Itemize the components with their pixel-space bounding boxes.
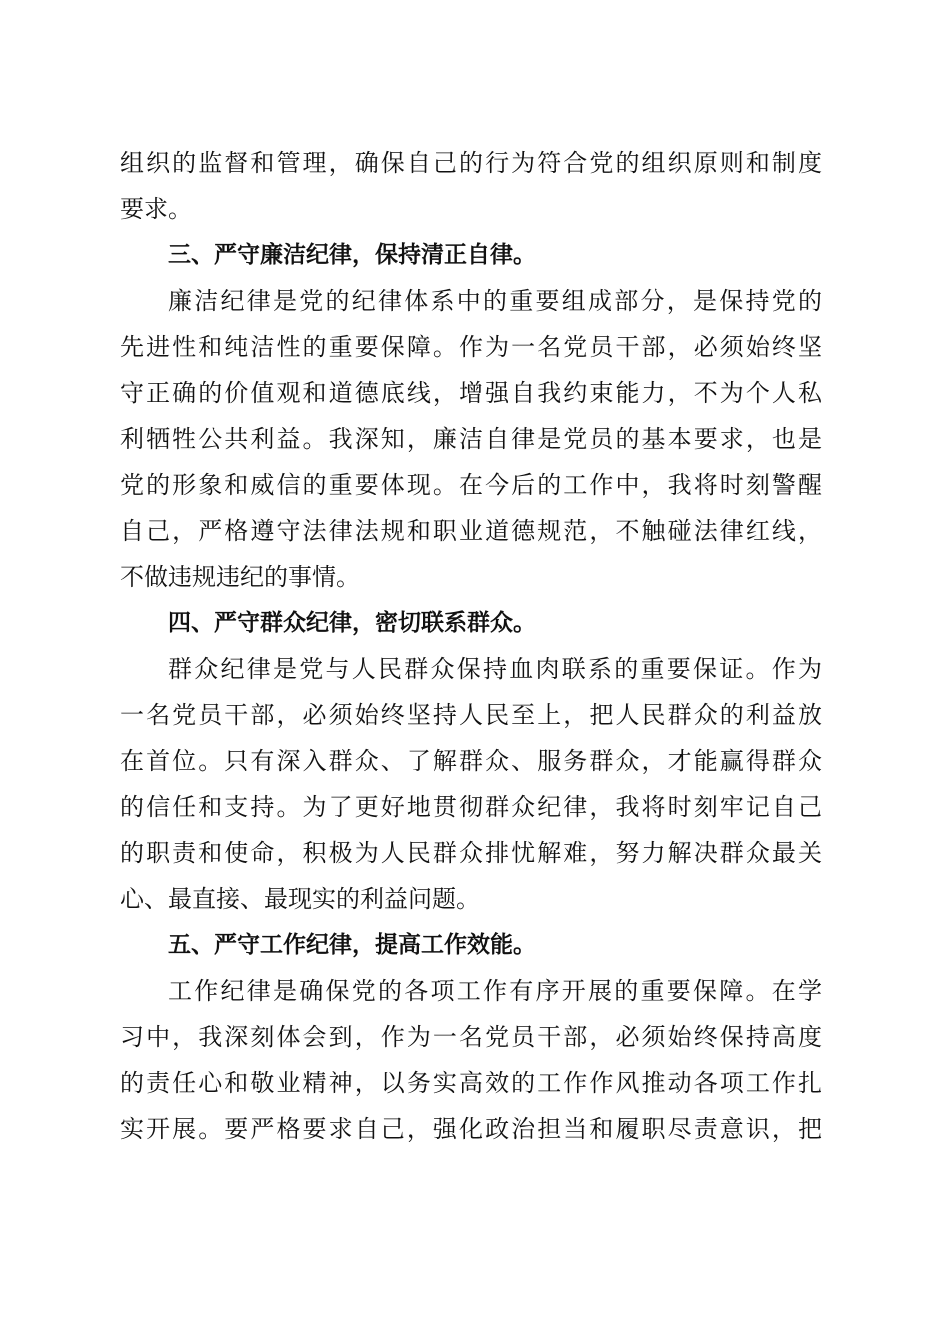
- text-line: 不做违规违纪的事情。: [120, 563, 360, 591]
- section-4-paragraph: [120, 646, 822, 922]
- text-line: 实开展。要严格要求自己，强化政治担当和履职尽责意识，把: [120, 1115, 822, 1143]
- text-line: 群众纪律是党与人民群众保持血肉联系的重要保证。作为: [168, 655, 822, 683]
- section-heading-5: 五、严守工作纪律，提高工作效能。: [168, 932, 536, 958]
- text-line: 工作纪律是确保党的各项工作有序开展的重要保障。在学: [168, 977, 822, 1005]
- section-5-paragraph: [120, 968, 822, 1152]
- text-line: 自己，严格遵守法律法规和职业道德规范，不触碰法律红线，: [120, 517, 822, 545]
- text-line: 的职责和使命，积极为人民群众排忧解难，努力解决群众最关: [120, 839, 822, 867]
- section-3-paragraph: [120, 278, 822, 600]
- section-heading-4: 四、严守群众纪律，密切联系群众。: [168, 610, 536, 636]
- text-line: 组织的监督和管理，确保自己的行为符合党的组织原则和制度: [120, 149, 822, 177]
- section-heading-3: 三、严守廉洁纪律，保持清正自律。: [168, 242, 536, 268]
- text-line: 要求。: [120, 195, 192, 223]
- text-line: 习中，我深刻体会到，作为一名党员干部，必须始终保持高度: [120, 1023, 822, 1051]
- text-line: 利牺牲公共利益。我深知，廉洁自律是党员的基本要求，也是: [120, 425, 822, 453]
- text-line: 党的形象和威信的重要体现。在今后的工作中，我将时刻警醒: [120, 471, 822, 499]
- text-line: 廉洁纪律是党的纪律体系中的重要组成部分，是保持党的: [168, 287, 822, 315]
- text-line: 的信任和支持。为了更好地贯彻群众纪律，我将时刻牢记自己: [120, 793, 822, 821]
- text-line: 在首位。只有深入群众、了解群众、服务群众，才能赢得群众: [120, 747, 822, 775]
- document-body: [120, 140, 822, 1152]
- text-line: 守正确的价值观和道德底线，增强自我约束能力，不为个人私: [120, 379, 822, 407]
- continuation-paragraph: [120, 140, 822, 232]
- text-line: 的责任心和敬业精神，以务实高效的工作作风推动各项工作扎: [120, 1069, 822, 1097]
- text-line: 心、最直接、最现实的利益问题。: [120, 885, 480, 913]
- text-line: 一名党员干部，必须始终坚持人民至上，把人民群众的利益放: [120, 701, 822, 729]
- text-line: 先进性和纯洁性的重要保障。作为一名党员干部，必须始终坚: [120, 333, 822, 361]
